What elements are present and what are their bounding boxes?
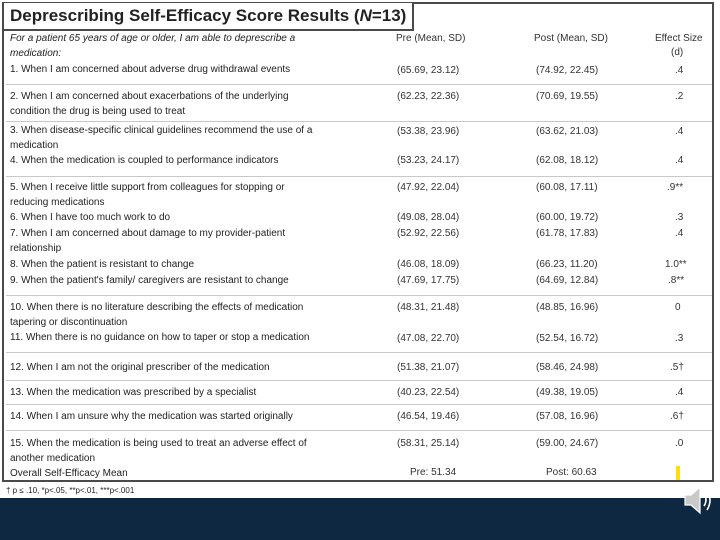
table-row-2-label-cont: condition the drug is being used to treat — [10, 106, 186, 117]
table-row-7-label-cont: relationship — [10, 243, 62, 254]
question-stem — [10, 31, 295, 61]
table-row-12-post: (58.46, 24.98) — [536, 362, 599, 373]
overall-mean-post: Post: 60.63 — [546, 467, 597, 478]
page-title: Deprescribing Self-Efficacy Score Results (N=13) — [4, 3, 414, 31]
table-row-15-label-cont: another medication — [10, 453, 96, 464]
table-row-1-post: (74.92, 22.45) — [536, 65, 599, 76]
table-row-5-label: 5. When I receive little support from colleagues for stopping or — [10, 182, 285, 193]
table-row-10-label: 10. When there is no literature describing the effects of medication — [10, 302, 304, 313]
table-row-8-effect: 1.0** — [665, 259, 687, 270]
table-row-3-effect: .4 — [675, 126, 684, 137]
row-divider — [6, 404, 712, 405]
table-row-6-label: 6. When I have too much work to do — [10, 212, 171, 223]
table-row-13-effect: .4 — [675, 387, 684, 398]
overall-mean-label: Overall Self-Efficacy Mean — [10, 468, 128, 479]
table-row-8-post: (66.23, 11.20) — [536, 259, 598, 270]
header-effect-size-unit: (d) — [671, 47, 684, 58]
table-row-13-post: (49.38, 19.05) — [536, 387, 599, 398]
table-row-14-pre: (46.54, 19.46) — [397, 411, 460, 422]
table-row-15-effect: .0 — [675, 438, 684, 449]
row-divider — [6, 352, 712, 353]
table-row-6-pre: (49.08, 28.04) — [397, 212, 460, 223]
table-row-12-effect: .5† — [670, 362, 684, 373]
table-row-2-label: 2. When I am concerned about exacerbations of the underlying — [10, 91, 289, 102]
table-row-9-label: 9. When the patient's family/ caregivers are resistant to change — [10, 275, 289, 286]
table-row-8-pre: (46.08, 18.09) — [397, 259, 460, 270]
table-row-11-effect: .3 — [675, 333, 684, 344]
row-divider — [6, 176, 712, 177]
table-row-12-label: 12. When I am not the original prescriber of the medication — [10, 362, 270, 373]
table-row-6-post: (60.00, 19.72) — [536, 212, 599, 223]
header-pre: Pre (Mean, SD) — [396, 33, 466, 44]
table-row-3-label-cont: medication — [10, 140, 59, 151]
table-row-3-label: 3. When disease-specific clinical guidelines recommend the use of a — [10, 125, 313, 136]
question-stem-line1: For a patient 65 years of age or older, I am able to deprescribe a — [10, 33, 296, 44]
table-row-11-label: 11. When there is no guidance on how to taper or stop a medication — [10, 332, 310, 343]
row-divider — [6, 84, 712, 85]
question-stem-line2: medication: — [10, 48, 62, 59]
table-row-10-pre: (48.31, 21.48) — [397, 302, 460, 313]
header-post: Post (Mean, SD) — [534, 33, 608, 44]
table-row-4-post: (62.08, 18.12) — [536, 155, 599, 166]
table-row-1-label: 1. When I am concerned about adverse drug withdrawal events — [10, 64, 291, 75]
table-row-7-label: 7. When I am concerned about damage to my provider-patient — [10, 228, 286, 239]
bottom-bar — [0, 498, 720, 540]
table-row-12-pre: (51.38, 21.07) — [397, 362, 460, 373]
table-row-2-post: (70.69, 19.55) — [536, 91, 599, 102]
table-row-9-effect: .8** — [668, 275, 685, 286]
table-row-2-effect: .2 — [675, 91, 684, 102]
table-row-9-pre: (47.69, 17.75) — [397, 275, 460, 286]
table-row-11-post: (52.54, 16.72) — [536, 333, 599, 344]
table-row-1-pre: (65.69, 23.12) — [397, 65, 460, 76]
table-row-6-effect: .3 — [675, 212, 684, 223]
row-divider — [6, 121, 712, 122]
row-divider — [6, 430, 712, 431]
row-divider — [6, 380, 712, 381]
table-row-8-label: 8. When the patient is resistant to change — [10, 259, 194, 270]
table-row-11-pre: (47.08, 22.70) — [397, 333, 460, 344]
table-row-4-effect: .4 — [675, 155, 684, 166]
table-row-10-effect: 0 — [675, 302, 681, 313]
table-row-14-effect: .6† — [670, 411, 684, 422]
overall-mean-pre: Pre: 51.34 — [410, 467, 457, 478]
table-row-10-label-cont: tapering or discontinuation — [10, 317, 128, 328]
table-row-5-label-cont: reducing medications — [10, 197, 105, 208]
table-row-13-pre: (40.23, 22.54) — [397, 387, 460, 398]
table-row-9-post: (64.69, 12.84) — [536, 275, 599, 286]
table-row-5-effect: .9** — [667, 182, 684, 193]
table-row-14-label: 14. When I am unsure why the medication was started originally — [10, 411, 293, 422]
table-row-5-pre: (47.92, 22.04) — [397, 182, 460, 193]
table-row-4-label: 4. When the medication is coupled to performance indicators — [10, 155, 279, 166]
table-row-7-post: (61.78, 17.83) — [536, 228, 599, 239]
table-row-5-post: (60.08, 17.11) — [536, 182, 598, 193]
cursor-marker — [676, 466, 680, 480]
row-divider — [6, 295, 712, 296]
footnote: † p ≤ .10, *p<.05, **p<.01, ***p<.001 — [6, 486, 135, 495]
table-row-3-post: (63.62, 21.03) — [536, 126, 599, 137]
table-row-7-effect: .4 — [675, 228, 684, 239]
table-row-3-pre: (53.38, 23.96) — [397, 126, 460, 137]
table-row-2-pre: (62.23, 22.36) — [397, 91, 460, 102]
table-row-15-post: (59.00, 24.67) — [536, 438, 599, 449]
table-row-1-effect: .4 — [675, 65, 684, 76]
table-row-7-pre: (52.92, 22.56) — [397, 228, 460, 239]
speaker-icon[interactable] — [682, 480, 716, 520]
table-row-13-label: 13. When the medication was prescribed by a specialist — [10, 387, 257, 398]
table-row-15-pre: (58.31, 25.14) — [397, 438, 460, 449]
table-row-4-pre: (53.23, 24.17) — [397, 155, 460, 166]
header-effect-size: Effect Size — [655, 33, 703, 44]
table-row-14-post: (57.08, 16.96) — [536, 411, 599, 422]
table-row-10-post: (48.85, 16.96) — [536, 302, 599, 313]
table-row-15-label: 15. When the medication is being used to treat an adverse effect of — [10, 438, 307, 449]
